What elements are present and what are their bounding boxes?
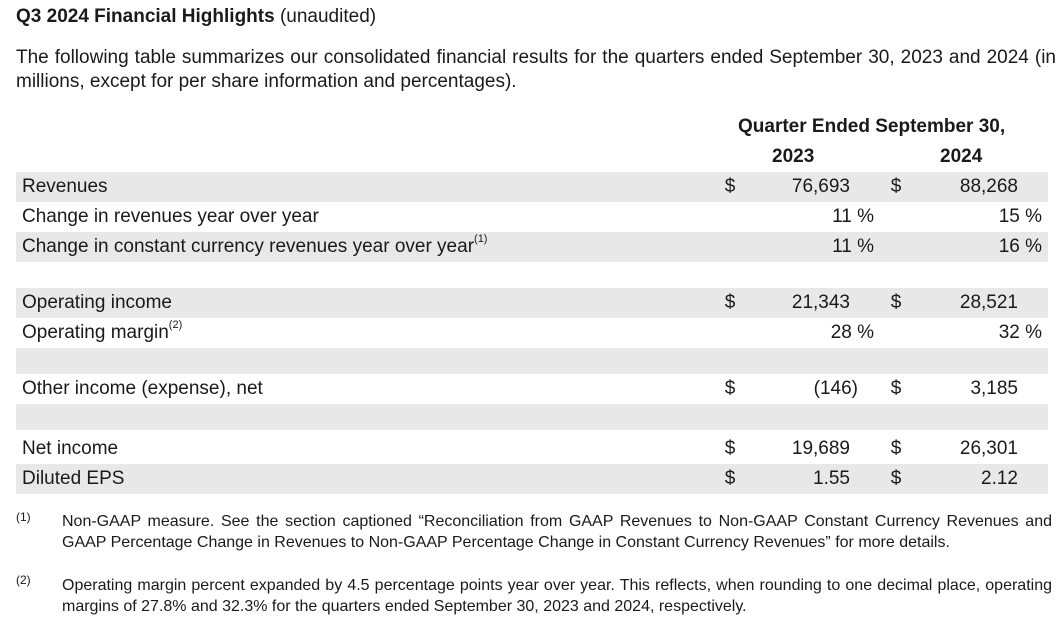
- row-label: Operating income: [22, 292, 172, 313]
- currency-symbol: $: [890, 378, 902, 399]
- value-2023: 19,689: [791, 438, 850, 459]
- table-row-revenues: [16, 172, 1048, 202]
- currency-symbol: $: [890, 176, 902, 197]
- row-label: Diluted EPS: [22, 468, 125, 489]
- table-spacer-row: [16, 262, 1048, 288]
- title-bold: Q3 2024 Financial Highlights: [16, 6, 275, 27]
- footnote-ref: (2): [168, 318, 183, 331]
- value-2023: 11 %: [832, 236, 874, 257]
- row-label: Revenues: [22, 176, 108, 197]
- value-2023: 21,343: [791, 292, 850, 313]
- currency-symbol: $: [724, 292, 736, 313]
- value-2024: 15 %: [998, 206, 1042, 227]
- column-group-header: Quarter Ended September 30,: [738, 116, 1006, 137]
- table-row-operating-income: [16, 288, 1048, 318]
- value-2023: (146): [813, 378, 858, 399]
- value-2024: 88,268: [959, 176, 1018, 197]
- column-header-2023: 2023: [772, 146, 815, 167]
- value-2024: 16 %: [998, 236, 1042, 257]
- value-2024: 32 %: [998, 322, 1042, 343]
- table-row-other-income: [16, 374, 1048, 404]
- footnote-2-text: Operating margin percent expanded by 4.5 percentage points year over year. This reflects, when rounding to one decimal place, operating margins of 27.8% and 32.3% for the quarters ended September 30, 2023 and 2024, respectively.: [62, 577, 1052, 615]
- value-2024: 26,301: [959, 438, 1018, 459]
- footnote-1-mark: (1): [16, 510, 31, 524]
- table-row-revenue-change: [16, 202, 1048, 232]
- footnote-1-text: Non-GAAP measure. See the section captioned “Reconciliation from GAAP Revenues to Non-GAAP Constant Currency Revenues and GAAP Percentage Change in Revenues to Non-GAAP Percentage Change in Constant Currency Revenues” for more details.: [62, 513, 1052, 551]
- currency-symbol: $: [890, 292, 902, 313]
- row-label: Change in revenues year over year: [22, 206, 319, 227]
- table-row-diluted-eps: [16, 464, 1048, 494]
- table-spacer-row: [16, 404, 1048, 430]
- value-2023: 28 %: [830, 322, 874, 343]
- value-2024: 28,521: [959, 292, 1018, 313]
- value-2023: 76,693: [791, 176, 850, 197]
- value-2023: 11 %: [832, 206, 874, 227]
- currency-symbol: $: [724, 438, 736, 459]
- page-title: [16, 6, 376, 28]
- table-row-operating-margin: [16, 318, 1048, 348]
- footnote-2-mark: (2): [16, 573, 31, 587]
- row-label-text: Operating margin: [22, 322, 169, 343]
- currency-symbol: $: [724, 378, 736, 399]
- currency-symbol: $: [724, 176, 736, 197]
- row-label: Net income: [22, 438, 119, 459]
- currency-symbol: $: [890, 468, 902, 489]
- currency-symbol: $: [890, 438, 902, 459]
- title-suffix: (unaudited): [274, 6, 377, 27]
- row-label: Other income (expense), net: [22, 378, 263, 399]
- table-row-cc-revenue-change: [16, 232, 1048, 262]
- intro-paragraph: The following table summarizes our consolidated financial results for the quarters ended September 30, 2023 and 2024 (in millions, except for per share information and percentages).: [16, 47, 1056, 92]
- value-2024: 3,185: [970, 378, 1018, 399]
- value-2023: 1.55: [813, 468, 850, 489]
- table-spacer-row: [16, 348, 1048, 374]
- table-row-net-income: [16, 434, 1048, 464]
- column-header-2024: 2024: [940, 146, 983, 167]
- value-2024: 2.12: [981, 468, 1018, 489]
- row-label: [22, 318, 182, 348]
- row-label-text: Change in constant currency revenues year over year: [22, 236, 475, 257]
- footnote-ref: (1): [474, 232, 488, 245]
- row-label: [22, 232, 487, 262]
- currency-symbol: $: [724, 468, 736, 489]
